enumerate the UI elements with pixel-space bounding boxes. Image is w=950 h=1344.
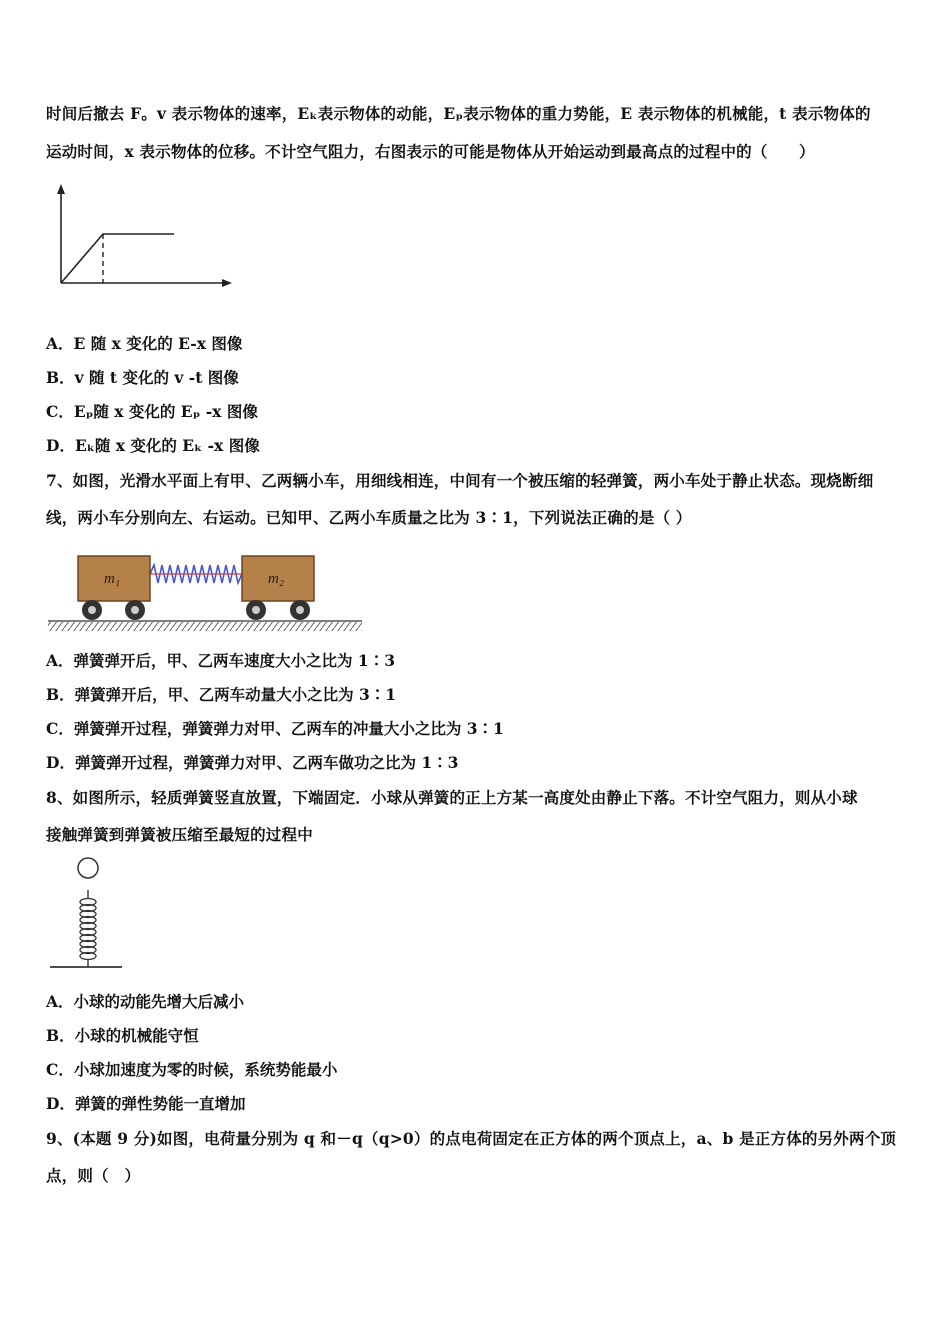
q8-text-line-1: 8、如图所示，轻质弹簧竖直放置，下端固定．小球从弹簧的正上方某一高度处由静止下落。不计空气阻力，则从小球 <box>46 788 858 807</box>
q7-option-a[interactable]: A．弹簧弹开后，甲、乙两车速度大小之比为 1∶3 <box>46 651 395 670</box>
ground-hatch <box>48 622 362 631</box>
q6-text-line-1: 时间后撤去 F。v 表示物体的速率，Eₖ表示物体的动能，Eₚ表示物体的重力势能，E 表示物体的机械能，t 表示物体的 <box>46 104 871 123</box>
q6-option-b[interactable]: B．v 随 t 变化的 v -t 图像 <box>46 368 239 387</box>
q6-option-a[interactable]: A．E 随 x 变化的 E-x 图像 <box>46 334 243 353</box>
q7-text-line-1: 7、如图，光滑水平面上有甲、乙两辆小车，用细线相连，中间有一个被压缩的轻弹簧，两小车处于静止状态。现烧断细 <box>46 471 874 490</box>
q7-option-c[interactable]: C．弹簧弹开过程，弹簧弹力对甲、乙两车的冲量大小之比为 3∶1 <box>46 719 504 738</box>
q8-option-a[interactable]: A．小球的动能先增大后减小 <box>46 992 245 1011</box>
vertical-spring <box>80 899 96 960</box>
q8-option-b[interactable]: B．小球的机械能守恒 <box>46 1026 199 1045</box>
q6-text-line-2: 运动时间，x 表示物体的位移。不计空气阻力，右图表示的可能是物体从开始运动到最高点的过程中的（ ） <box>46 142 815 161</box>
q9-text-line-2: 点，则（ ） <box>46 1166 141 1185</box>
y-axis-arrow <box>57 184 65 194</box>
cart-1-label: m₁ <box>104 571 121 587</box>
q6-graph-figure <box>50 180 240 295</box>
q7-text-line-2: 线，两小车分别向左、右运动。已知甲、乙两小车质量之比为 3∶1，下列说法正确的是（ ） <box>46 508 692 527</box>
q8-option-d[interactable]: D．弹簧的弹性势能一直增加 <box>46 1094 246 1113</box>
cart-2-label: m₂ <box>268 571 285 587</box>
q8-text-line-2: 接触弹簧到弹簧被压缩至最短的过程中 <box>46 825 313 844</box>
q9-text-line-1: 9、(本题 9 分)如图，电荷量分别为 q 和－q（q>0）的点电荷固定在正方体的两个顶点上，a、b 是正方体的另外两个顶 <box>46 1129 897 1148</box>
q6-option-c[interactable]: C．Eₚ随 x 变化的 Eₚ -x 图像 <box>46 402 258 421</box>
q7-carts-figure <box>46 548 364 636</box>
q6-option-d[interactable]: D．Eₖ随 x 变化的 Eₖ -x 图像 <box>46 436 260 455</box>
x-axis-arrow <box>222 279 232 287</box>
q7-option-b[interactable]: B．弹簧弹开后，甲、乙两车动量大小之比为 3∶1 <box>46 685 397 704</box>
q8-option-c[interactable]: C．小球加速度为零的时候，系统势能最小 <box>46 1060 338 1079</box>
ball <box>78 858 98 878</box>
q8-spring-ball-figure <box>46 852 128 974</box>
graph-curve <box>61 234 174 283</box>
q7-option-d[interactable]: D．弹簧弹开过程，弹簧弹力对甲、乙两车做功之比为 1∶3 <box>46 753 459 772</box>
